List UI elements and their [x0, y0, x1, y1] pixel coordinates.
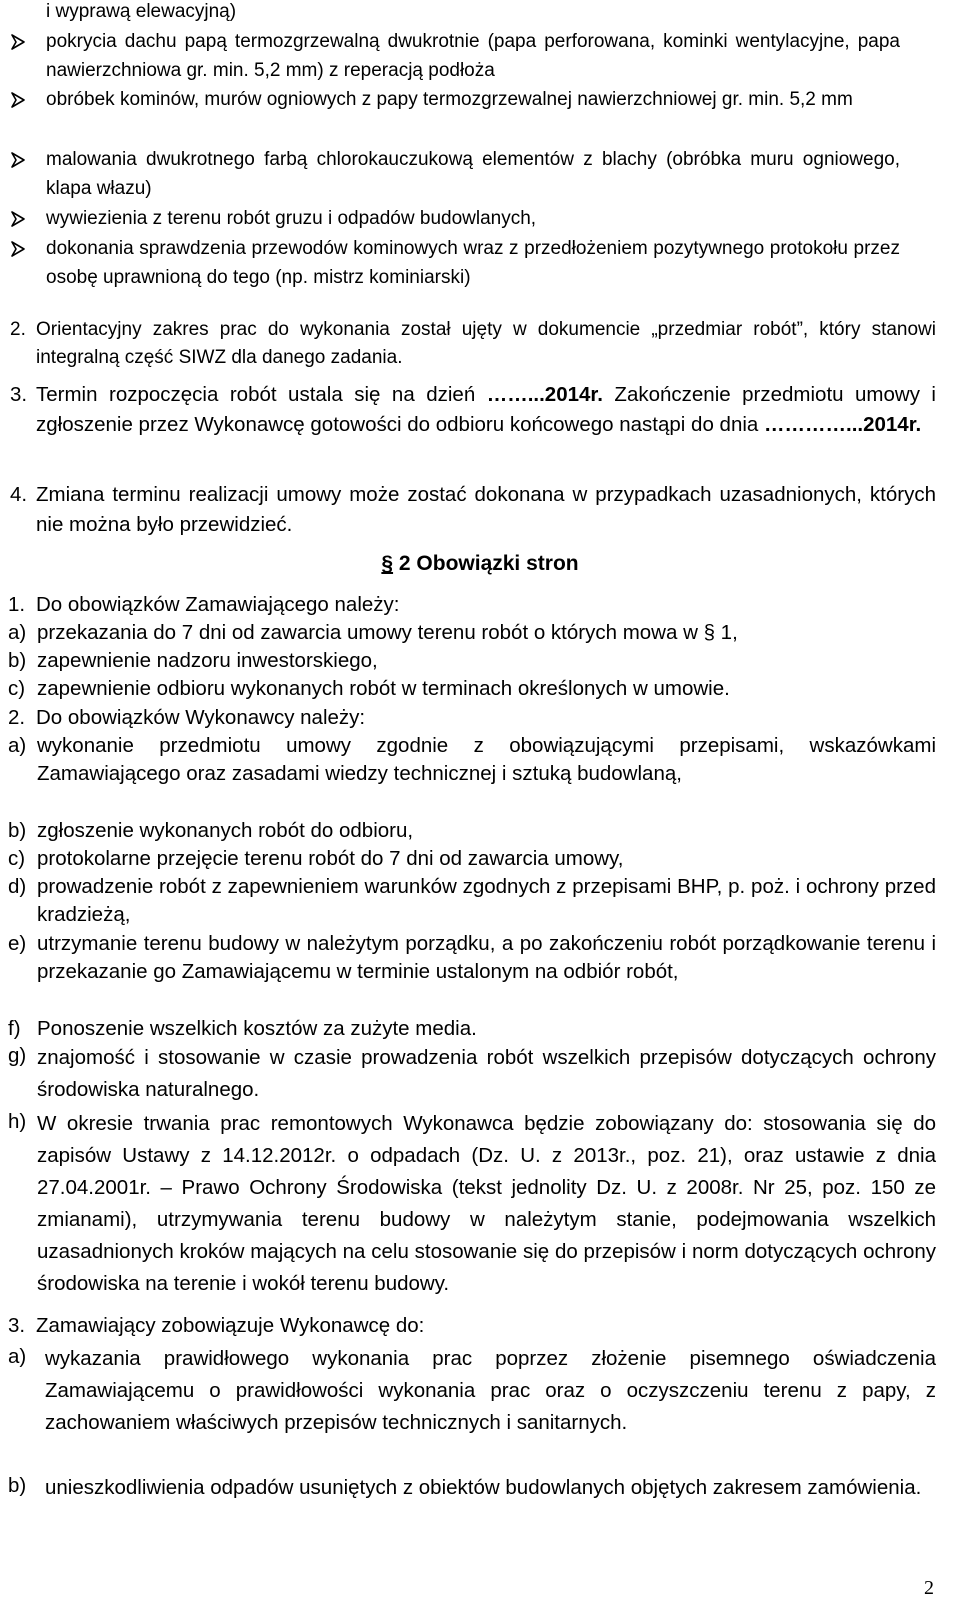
start-date: ……...2014r.: [486, 383, 603, 406]
section-2-intro: 2. Do obowiązków Wykonawcy należy:: [8, 706, 366, 729]
arrow-bullet-icon: [10, 34, 26, 50]
list-item: b) zapewnienie nadzoru inwestorskiego,: [8, 649, 378, 672]
paragraph-2: 2. Orientacyjny zakres prac do wykonania został ujęty w dokumencie „przedmiar robót”, który stanowi integralną część SIWZ dla danego zadania.: [10, 319, 936, 368]
section-3-intro: 3. Zamawiający zobowiązuje Wykonawcę do:: [8, 1314, 425, 1337]
arrow-bullet-icon: [10, 211, 26, 227]
paragraph-sign: §: [381, 552, 394, 575]
paragraph-3: 3. Termin rozpoczęcia robót ustala się na dzień ……...2014r. Zakończenie przedmiotu umowy i zgłoszenie przez Wykonawcę gotowości do odbioru końcowego nastąpi do dnia …………...2014r.: [10, 383, 936, 436]
list-item: a) przekazania do 7 dni od zawarcia umowy terenu robót o których mowa w § 1,: [8, 621, 738, 644]
continuation-line: i wyprawą elewacyjną): [46, 1, 237, 22]
list-item: e) utrzymanie terenu budowy w należytym porządku, a po zakończeniu robót porządkowanie terenu i przekazanie go Zamawiającemu w terminie ustalonym na odbiór robót,: [8, 932, 936, 984]
bullet-item: obróbek kominów, murów ogniowych z papy termozgrzewalnej nawierzchniowej gr. min. 5,2 mm: [10, 85, 900, 114]
list-item: g) znajomość i stosowanie w czasie prowadzenia robót wszelkich przepisów dotyczących ochrony środowiska naturalnego.: [8, 1044, 936, 1101]
arrow-bullet-icon: [10, 92, 26, 108]
list-item: c) protokolarne przejęcie terenu robót do 7 dni od zawarcia umowy,: [8, 847, 624, 870]
section-1-intro: 1. Do obowiązków Zamawiającego należy:: [8, 593, 400, 616]
list-item: f) Ponoszenie wszelkich kosztów za zużyte media.: [8, 1017, 477, 1040]
end-date: …………...2014r.: [764, 413, 922, 436]
section-heading: § 2 Obowiązki stron: [381, 552, 579, 575]
paragraph-4: 4. Zmiana terminu realizacji umowy może zostać dokonana w przypadkach uzasadnionych, których nie można było przewidzieć.: [10, 483, 936, 536]
list-item: c) zapewnienie odbioru wykonanych robót w terminach określonych w umowie.: [8, 677, 730, 700]
bullet-item: wywiezienia z terenu robót gruzu i odpadów budowlanych,: [10, 204, 900, 233]
bullet-item: dokonania sprawdzenia przewodów kominowych wraz z przedłożeniem pozytywnego protokołu przez osobę uprawnioną do tego (np. mistrz kominiarski): [10, 234, 900, 292]
page-number: 2: [924, 1577, 934, 1599]
bullet-item: malowania dwukrotnego farbą chlorokauczukową elementów z blachy (obróbka muru ogniowego, klapa włazu): [10, 145, 900, 203]
arrow-bullet-icon: [10, 241, 26, 257]
list-item: h) W okresie trwania prac remontowych Wykonawca będzie zobowiązany do: stosowania się do zapisów Ustawy z 14.12.2012r. o odpadach (Dz. U. z 2013r., poz. 21), oraz ustawie z dnia 27.04.2001r. – Prawo Ochrony Środowiska (tekst jednolity Dz. U. z 2008r. Nr 25, poz. 150 ze zmianami), utrzymywania terenu budowy w należytym stanie, podejmowania wszelkich uzasadnionych kroków mających na celu stosowanie się do przepisów i norm dotyczących ochrony środowiska na terenie i wokół terenu budowy.: [8, 1110, 936, 1295]
arrow-bullet-icon: [10, 152, 26, 168]
list-item: b) zgłoszenie wykonanych robót do odbioru,: [8, 819, 414, 842]
list-item: a) wykazania prawidłowego wykonania prac poprzez złożenie pisemnego oświadczenia Zamawiającemu o prawidłowości wykonania prac oraz o oczyszczeniu terenu z papy, z zachowaniem właściwych przepisów technicznych i sanitarnych.: [8, 1345, 936, 1434]
list-item: b) unieszkodliwienia odpadów usuniętych z obiektów budowlanych objętych zakresem zamówienia.: [8, 1474, 922, 1499]
list-item: d) prowadzenie robót z zapewnieniem warunków zgodnych z przepisami BHP, p. poż. i ochrony przed kradzieżą,: [8, 875, 936, 927]
list-item: a) wykonanie przedmiotu umowy zgodnie z obowiązującymi przepisami, wskazówkami Zamawiającego oraz zasadami wiedzy technicznej i sztuką budowlaną,: [8, 734, 936, 786]
bullet-item: pokrycia dachu papą termozgrzewalną dwukrotnie (papa perforowana, kominki wentylacyjne, papa nawierzchniowa gr. min. 5,2 mm) z reperacją podłoża: [10, 27, 900, 85]
